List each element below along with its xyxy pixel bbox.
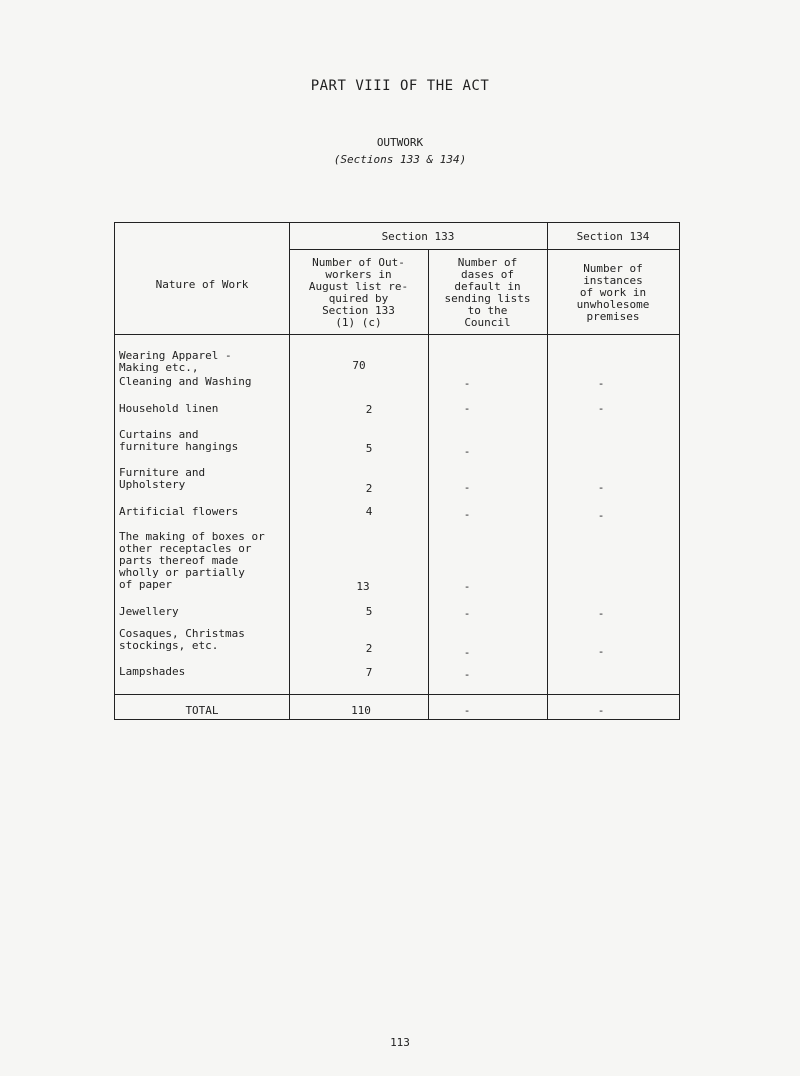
row-instances: - [597, 607, 605, 620]
group-header-rule [289, 249, 679, 250]
total-rule [115, 694, 679, 695]
sections-note: (Sections 133 & 134) [333, 153, 467, 166]
row-defaults: - [463, 402, 471, 415]
row-instances: - [597, 481, 605, 494]
row-defaults: - [463, 646, 471, 659]
row-nature: Furniture and Upholstery [119, 466, 206, 491]
row-outworkers: 7 [365, 666, 373, 679]
row-instances: - [597, 509, 605, 522]
row-outworkers: 70 [352, 359, 366, 372]
row-outworkers: 4 [365, 505, 373, 518]
row-instances: - [597, 402, 605, 415]
row-defaults: - [463, 508, 471, 521]
row-outworkers: 2 [365, 482, 373, 495]
row-outworkers: 2 [365, 403, 373, 416]
row-instances: - [597, 377, 605, 390]
row-nature: Curtains and furniture hangings [119, 428, 239, 453]
defaults-header: Number of dases of default in sending lists to the Council [444, 256, 531, 329]
row-nature: Wearing Apparel - Making etc., [119, 349, 232, 374]
total-outworkers: 110 [351, 704, 371, 717]
row-nature: Household linen [119, 402, 219, 415]
subtitle: OUTWORK [376, 136, 424, 149]
row-nature: The making of boxes or other receptacles or parts thereof made wholly or partially of paper [119, 530, 265, 591]
row-outworkers: 13 [356, 580, 370, 593]
row-outworkers: 5 [365, 605, 373, 618]
row-defaults: - [463, 445, 471, 458]
row-nature: Cleaning and Washing [119, 375, 252, 388]
nature-header: Nature of Work [155, 278, 249, 291]
row-defaults: - [463, 668, 471, 681]
row-outworkers: 5 [365, 442, 373, 455]
page-number: 113 [390, 1036, 410, 1049]
header-rule [115, 334, 679, 335]
outworkers-header: Number of Out- workers in August list re- quired by Section 133 (1) (c) [308, 256, 409, 329]
section-134-header: Section 134 [576, 230, 650, 243]
section-133-header: Section 133 [381, 230, 455, 243]
row-nature: Lampshades [119, 665, 186, 678]
row-defaults: - [463, 607, 471, 620]
row-nature: Artificial flowers [119, 505, 239, 518]
page-title: PART VIII OF THE ACT [310, 78, 490, 94]
row-nature: Jewellery [119, 605, 179, 618]
total-label: TOTAL [185, 704, 219, 717]
row-nature: Cosaques, Christmas stockings, etc. [119, 627, 245, 652]
total-instances: - [597, 704, 605, 717]
row-defaults: - [463, 377, 471, 390]
instances-header: Number of instances of work in unwholesome premises [576, 262, 650, 323]
row-outworkers: 2 [365, 642, 373, 655]
row-defaults: - [463, 481, 471, 494]
outwork-table [114, 222, 680, 720]
row-defaults: - [463, 580, 471, 593]
row-instances: - [597, 645, 605, 658]
total-defaults: - [463, 704, 471, 717]
